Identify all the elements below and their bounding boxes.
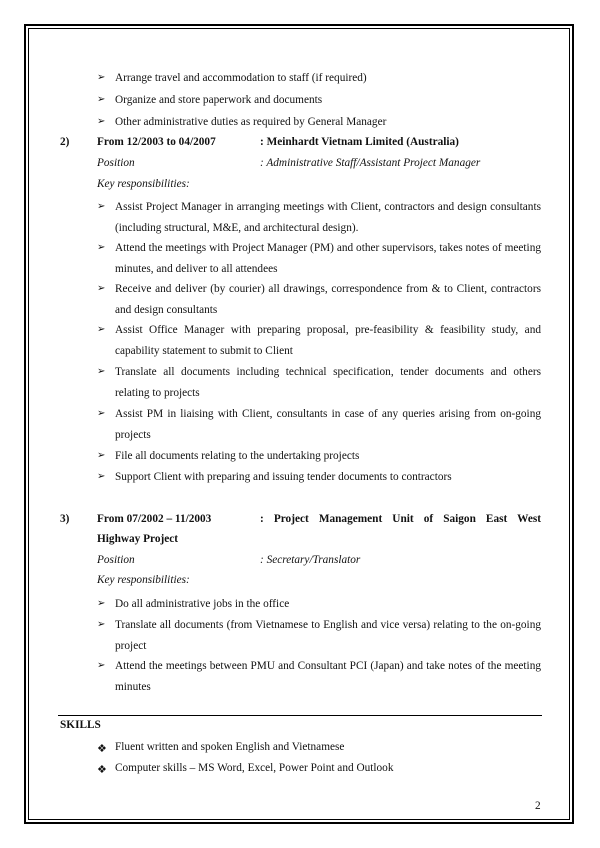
arrow-bullet-icon: ➢ bbox=[97, 324, 106, 335]
responsibilities-label: Key responsibilities: bbox=[97, 574, 190, 586]
position-value: : Secretary/Translator bbox=[260, 554, 361, 566]
job-employer-continued: Highway Project bbox=[97, 533, 179, 545]
list-item: Translate all documents including technical specification, tender documents and others relating to projects bbox=[115, 366, 541, 399]
list-item: Do all administrative jobs in the office bbox=[115, 598, 290, 610]
arrow-bullet-icon: ➢ bbox=[97, 450, 106, 461]
skill-item: Fluent written and spoken English and Vietnamese bbox=[115, 741, 345, 753]
skills-heading: SKILLS bbox=[60, 719, 101, 731]
diamond-bullet-icon: ❖ bbox=[97, 764, 107, 776]
arrow-bullet-icon: ➢ bbox=[97, 408, 106, 419]
section-divider bbox=[58, 715, 542, 716]
arrow-bullet-icon: ➢ bbox=[97, 471, 106, 482]
job-period: From 07/2002 – 11/2003 bbox=[97, 513, 212, 525]
job-employer: : Meinhardt Vietnam Limited (Australia) bbox=[260, 136, 459, 148]
responsibilities-label: Key responsibilities: bbox=[97, 178, 190, 190]
list-item: File all documents relating to the undertaking projects bbox=[115, 450, 360, 462]
arrow-bullet-icon: ➢ bbox=[97, 283, 106, 294]
position-label: Position bbox=[97, 157, 135, 169]
arrow-bullet-icon: ➢ bbox=[97, 242, 106, 253]
job-employer: : Project Management Unit of Saigon East West bbox=[260, 513, 541, 525]
skill-item: Computer skills – MS Word, Excel, Power Point and Outlook bbox=[115, 762, 394, 774]
job-number: 2) bbox=[60, 136, 70, 148]
arrow-bullet-icon: ➢ bbox=[97, 72, 106, 83]
list-item: Assist Office Manager with preparing proposal, pre-feasibility & feasibility study, and capability statement to submit to Client bbox=[115, 324, 541, 357]
arrow-bullet-icon: ➢ bbox=[97, 201, 106, 212]
list-item: Translate all documents (from Vietnamese to English and vice versa) relating to the on-going project bbox=[115, 619, 541, 652]
list-item: Support Client with preparing and issuing tender documents to contractors bbox=[115, 471, 452, 483]
list-item: Attend the meetings between PMU and Consultant PCI (Japan) and take notes of the meeting minutes bbox=[115, 660, 541, 693]
list-item: Arrange travel and accommodation to staff (if required) bbox=[115, 72, 367, 84]
position-value: : Administrative Staff/Assistant Project Manager bbox=[260, 157, 481, 169]
arrow-bullet-icon: ➢ bbox=[97, 660, 106, 671]
list-item: Organize and store paperwork and documents bbox=[115, 94, 323, 106]
page-number: 2 bbox=[535, 800, 541, 812]
job-number: 3) bbox=[60, 513, 70, 525]
list-item: Assist Project Manager in arranging meetings with Client, contractors and design consultants (including structural, M&E, and architectural design). bbox=[115, 201, 541, 234]
arrow-bullet-icon: ➢ bbox=[97, 598, 106, 609]
arrow-bullet-icon: ➢ bbox=[97, 116, 106, 127]
position-label: Position bbox=[97, 554, 135, 566]
list-item: Attend the meetings with Project Manager (PM) and other supervisors, takes notes of meeting minutes, and deliver to all attendees bbox=[115, 242, 541, 275]
arrow-bullet-icon: ➢ bbox=[97, 366, 106, 377]
list-item: Other administrative duties as required by General Manager bbox=[115, 116, 387, 128]
job-period: From 12/2003 to 04/2007 bbox=[97, 136, 216, 148]
arrow-bullet-icon: ➢ bbox=[97, 94, 106, 105]
list-item: Receive and deliver (by courier) all drawings, correspondence from & to Client, contractors and design consultants bbox=[115, 283, 541, 316]
list-item: Assist PM in liaising with Client, consultants in case of any queries arising from on-going projects bbox=[115, 408, 541, 441]
arrow-bullet-icon: ➢ bbox=[97, 619, 106, 630]
diamond-bullet-icon: ❖ bbox=[97, 743, 107, 755]
